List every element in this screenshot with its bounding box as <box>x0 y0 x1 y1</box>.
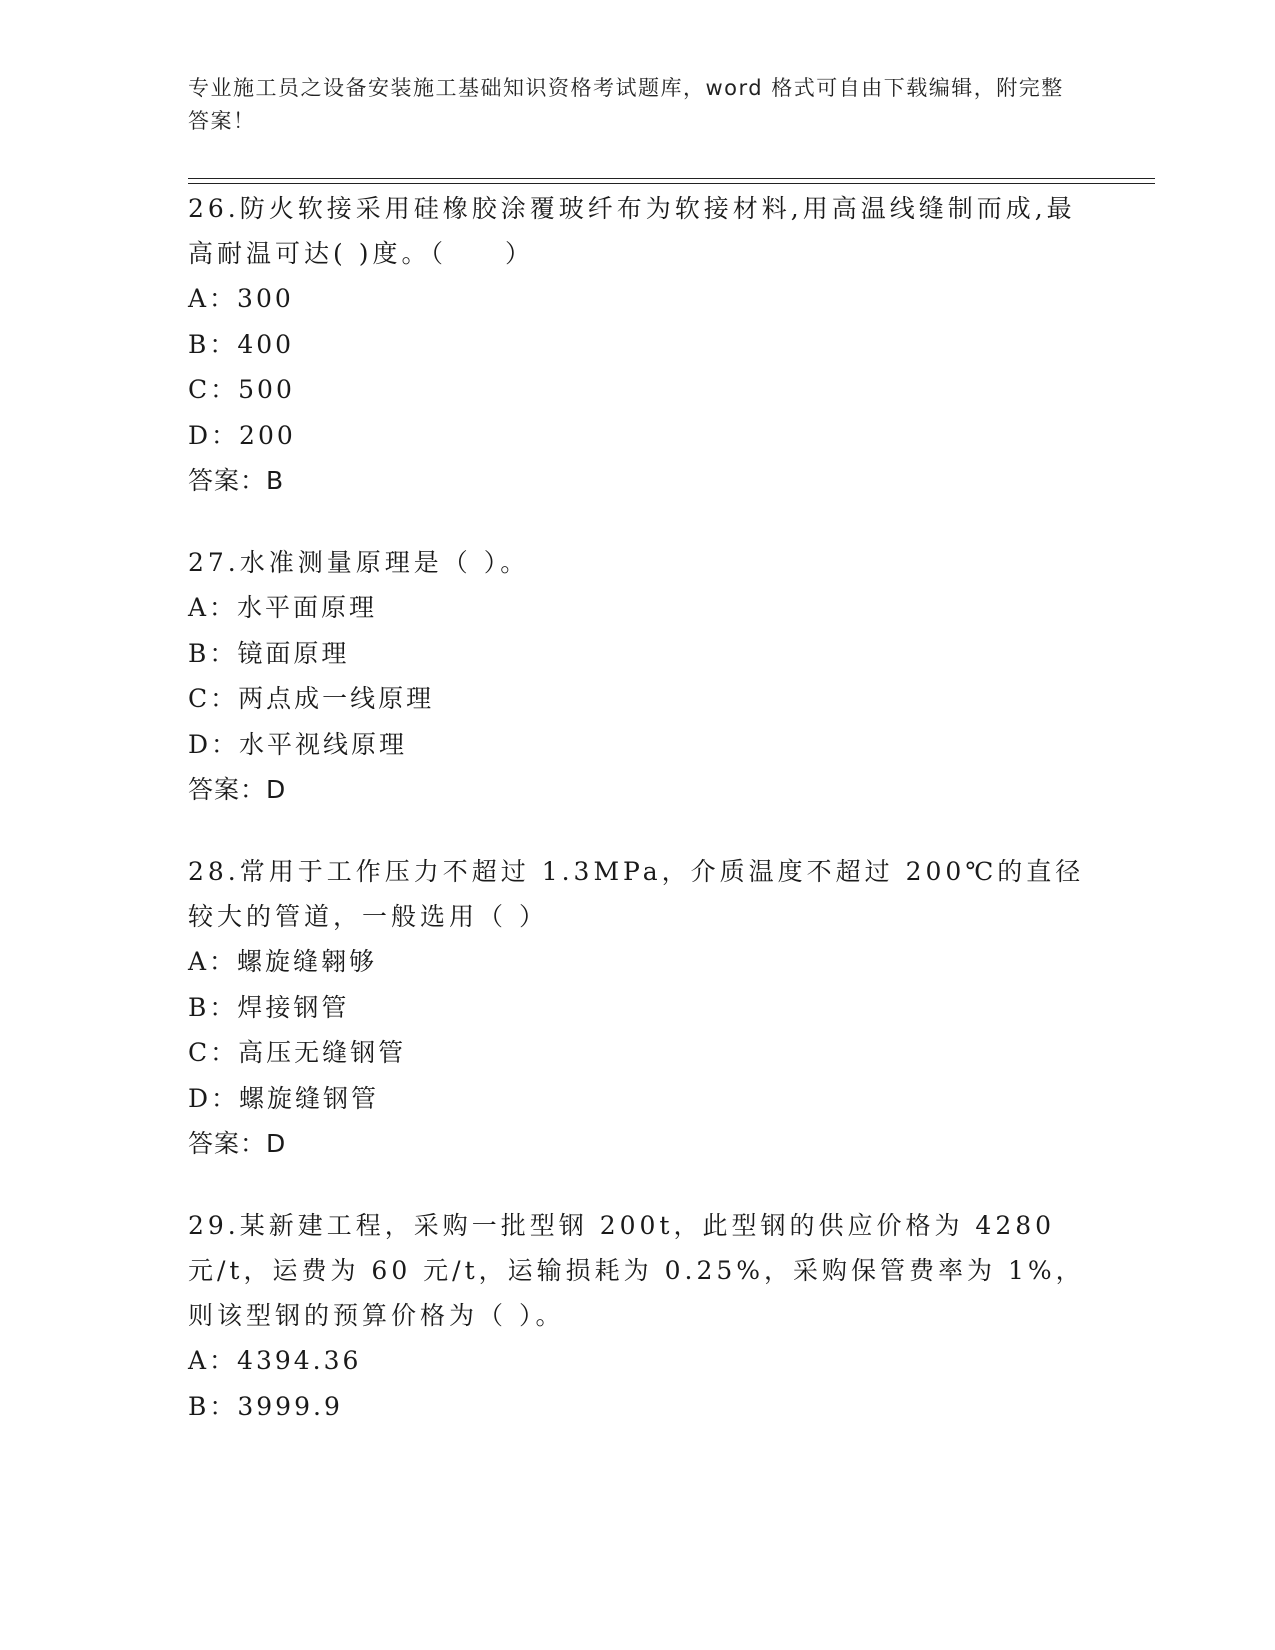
document-header: 专业施工员之设备安装施工基础知识资格考试题库，word 格式可自由下载编辑，附完整答案！ <box>188 76 1064 133</box>
question-text: 28.常用于工作压力不超过 1.3MPa，介质温度不超过 200℃的直径较大的管道，一般选用（ ） <box>188 857 1085 931</box>
option-a: A：300 <box>188 284 294 313</box>
answer-text: 答案：D <box>188 1129 287 1158</box>
question-text: 29.某新建工程，采购一批型钢 200t，此型钢的供应价格为 4280 元/t，运费为 60 元/t，运输损耗为 0.25%，采购保管费率为 1%，则该型钢的预算价格为（ ）。 <box>188 1211 1085 1330</box>
header-divider-bottom <box>188 183 1155 184</box>
option-c: C：500 <box>188 375 295 404</box>
answer-text: 答案：D <box>188 775 287 804</box>
question-28 <box>188 849 1088 1167</box>
question-text: 26.防火软接采用硅橡胶涂覆玻纤布为软接材料,用高温线缝制而成,最高耐温可达( )度。（ ） <box>188 194 1076 268</box>
question-27 <box>188 540 1088 813</box>
question-list <box>188 186 1088 1465</box>
option-b: B：焊接钢管 <box>188 992 350 1022</box>
option-b: B：400 <box>188 329 295 359</box>
question-text: 27.水准测量原理是（ ）。 <box>188 548 530 577</box>
answer-text: 答案：B <box>188 466 285 495</box>
question-29 <box>188 1203 1088 1429</box>
option-d: D：螺旋缝钢管 <box>188 1083 380 1113</box>
header-divider-top <box>188 178 1155 179</box>
option-b: B：镜面原理 <box>188 638 350 668</box>
option-d: D：水平视线原理 <box>188 729 408 759</box>
option-d: D：200 <box>188 420 296 450</box>
option-a: A：螺旋缝翱够 <box>188 947 378 976</box>
option-b: B：3999.9 <box>188 1391 343 1421</box>
option-a: A：水平面原理 <box>188 593 378 622</box>
question-26 <box>188 186 1088 504</box>
option-a: A：4394.36 <box>188 1346 362 1375</box>
option-c: C：高压无缝钢管 <box>188 1038 407 1067</box>
option-c: C：两点成一线原理 <box>188 684 435 713</box>
